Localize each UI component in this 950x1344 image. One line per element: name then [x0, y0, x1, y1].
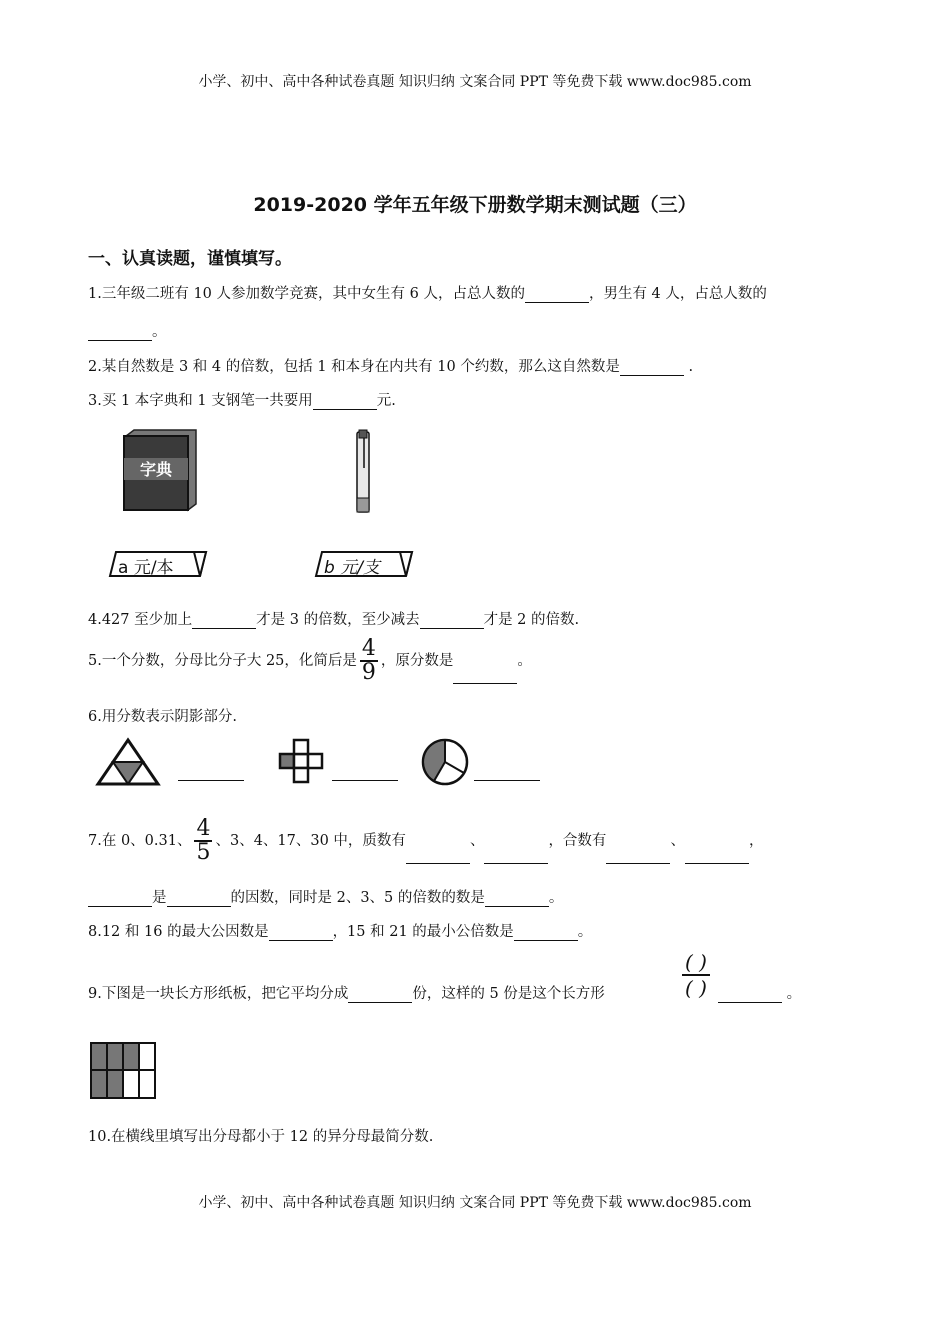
q3-blank[interactable] [313, 393, 377, 410]
q7-blank-3[interactable] [606, 847, 670, 864]
q4-blank-2[interactable] [420, 612, 484, 629]
q9-text-a: 9.下图是一块长方形纸板，把它平均分成 [88, 986, 349, 1002]
q1-text-c: 。 [152, 324, 167, 340]
q3-text-b: 元. [376, 393, 396, 409]
section-heading: 一、认真读题，谨慎填写。 [88, 249, 292, 269]
q9-numerator: ( ) [685, 950, 707, 974]
q6-text: 6.用分数表示阴影部分. [88, 709, 237, 725]
q7-fraction [194, 818, 212, 864]
q8-text-a: 8.12 和 16 的最大公因数是 [88, 924, 269, 940]
q9-blank-1[interactable] [348, 986, 412, 1003]
q7-denominator: 5 [196, 840, 211, 865]
q7-text-e: 、 [670, 833, 685, 849]
q8-blank-2[interactable] [514, 924, 578, 941]
q4-text-c: 才是 2 的倍数. [483, 612, 580, 628]
q5-text-b: ，原分数是 [380, 653, 454, 669]
q9-fraction [682, 952, 710, 998]
q7-blank-7[interactable] [485, 890, 549, 907]
q7-blank-4[interactable] [685, 847, 749, 864]
q5-fraction [360, 638, 378, 684]
q7-blank-5[interactable] [88, 890, 152, 907]
q5-text-c: 。 [517, 653, 532, 669]
question-7-cont [88, 886, 563, 907]
book-price-tag [106, 550, 210, 578]
pen-image [352, 428, 376, 518]
question-1 [88, 282, 767, 303]
q4-text-b: 才是 3 的倍数，至少减去 [256, 612, 420, 628]
q2-text-a: 2.某自然数是 3 和 4 的倍数，包括 1 和本身在内共有 10 个约数，那么这自然数是 [88, 359, 620, 375]
q7-blank-1[interactable] [406, 847, 470, 864]
book-price: a 元/本 [118, 558, 174, 578]
q1-text-b: ，男生有 4 人，占总人数的 [588, 286, 767, 302]
q7-text-d: ，合数有 [548, 833, 607, 849]
rectangle-grid-figure [90, 1042, 158, 1100]
q8-blank-1[interactable] [269, 924, 333, 941]
pen-price-tag [312, 550, 416, 578]
q5-text-a: 5.一个分数，分母比分子大 25，化简后是 [88, 653, 357, 669]
question-5 [88, 638, 532, 684]
q7-blank-2[interactable] [484, 847, 548, 864]
q1-blank-2[interactable] [88, 324, 152, 341]
question-9-tail [718, 982, 801, 1003]
question-2 [88, 355, 693, 376]
q2-blank[interactable] [620, 359, 684, 376]
q8-text-b: ，15 和 21 的最小公倍数是 [332, 924, 514, 940]
question-7 [88, 818, 763, 864]
question-1-cont [88, 320, 167, 341]
q7-text-f: ， [748, 833, 764, 849]
q2-text-b: . [683, 359, 694, 375]
book-label: 字典 [139, 460, 173, 479]
q9-blank-2[interactable] [718, 986, 782, 1003]
q7-numerator: 4 [196, 816, 211, 841]
q6-blank-3[interactable] [474, 762, 540, 781]
q8-text-c: 。 [577, 924, 593, 940]
q7-text-h: 的因数，同时是 2、3、5 的倍数的数是 [230, 890, 485, 906]
q5-blank[interactable] [453, 667, 517, 684]
question-8 [88, 920, 592, 941]
page-footer: 小学、初中、高中各种试卷真题 知识归纳 文案合同 PPT 等免费下载 www.doc985.com [198, 1195, 752, 1211]
q4-text-a: 4.427 至少加上 [88, 612, 193, 628]
q9-text-c: 。 [782, 986, 802, 1002]
page-header: 小学、初中、高中各种试卷真题 知识归纳 文案合同 PPT 等免费下载 www.doc985.com [198, 74, 752, 90]
circle-figure [420, 740, 472, 786]
q4-blank-1[interactable] [192, 612, 256, 629]
q9-denominator: ( ) [682, 974, 710, 998]
q7-blank-6[interactable] [167, 890, 231, 907]
q1-text-a: 1.三年级二班有 10 人参加数学竞赛，其中女生有 6 人，占总人数的 [88, 286, 525, 302]
q6-blank-1[interactable] [178, 762, 244, 781]
q7-text-a: 7.在 0、0.31、 [88, 833, 192, 849]
page-title: 2019-2020 学年五年级下册数学期末测试题（三） [253, 194, 697, 216]
q7-text-c: 、 [469, 833, 485, 849]
question-10 [88, 1125, 433, 1146]
q5-denominator: 9 [361, 660, 376, 685]
question-6 [88, 705, 237, 726]
question-4 [88, 608, 579, 629]
q1-blank-1[interactable] [525, 286, 589, 303]
q10-text: 10.在横线里填写出分母都小于 12 的异分母最简分数. [88, 1129, 434, 1145]
q7-text-i: 。 [548, 890, 564, 906]
q3-text-a: 3.买 1 本字典和 1 支钢笔一共要用 [88, 393, 313, 409]
cross-figure [276, 740, 326, 784]
question-3 [88, 389, 396, 410]
q5-numerator: 4 [361, 636, 376, 661]
question-9 [88, 982, 605, 1003]
q9-text-b: 份，这样的 5 份是这个长方形 [412, 986, 605, 1002]
q7-text-g: 是 [152, 890, 167, 906]
q6-blank-2[interactable] [332, 762, 398, 781]
dictionary-image [118, 430, 200, 516]
pen-price: b 元/支 [324, 558, 380, 578]
triangle-figure [96, 738, 160, 786]
q7-text-b: 、3、4、17、30 中，质数有 [215, 833, 406, 849]
